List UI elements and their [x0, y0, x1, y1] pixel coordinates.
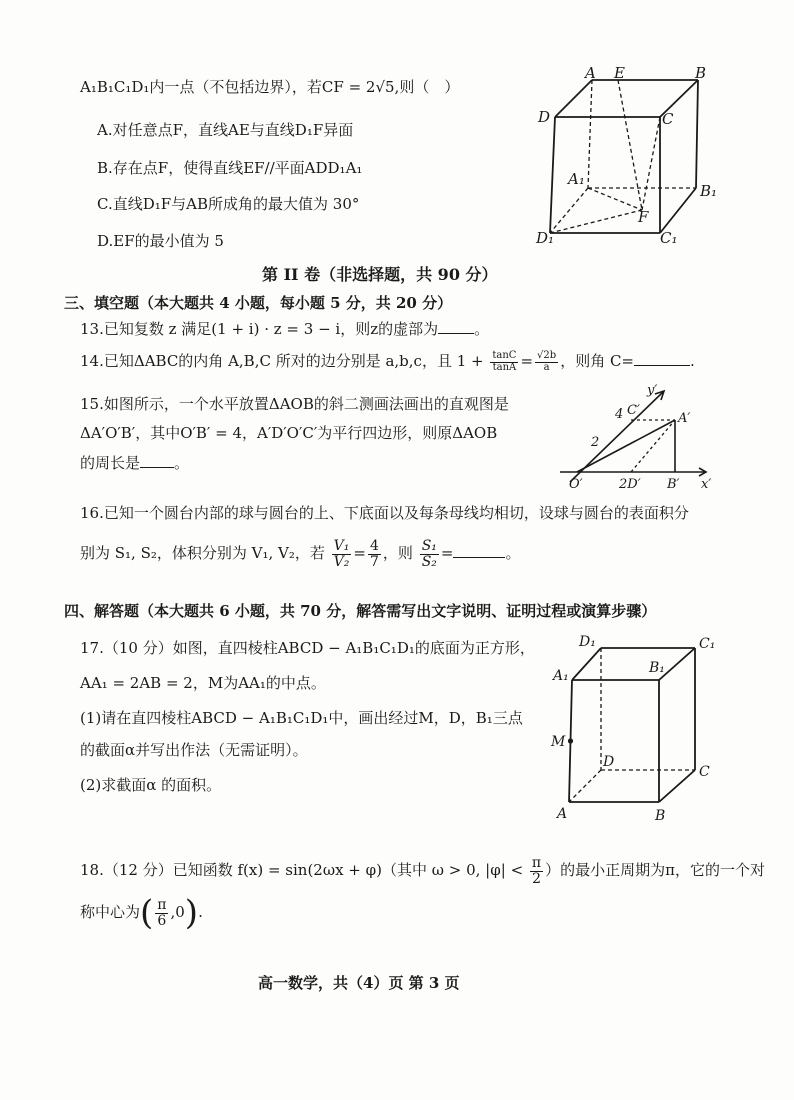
q16-frac-s [420, 539, 439, 569]
q16-frac-v-den: V₂ [333, 553, 350, 570]
segment-a1f [588, 188, 642, 210]
segment-da [631, 420, 675, 472]
q16-eq1: = [353, 544, 366, 562]
label-f: F [638, 208, 649, 226]
q15-end: 。 [174, 454, 190, 472]
q18-line2-pre: 称中心为 [80, 903, 141, 921]
label-a: A [557, 806, 568, 822]
q12-stem: A₁B₁C₁D₁内一点（不包括边界），若CF = 2√5,则（ ） [80, 78, 460, 96]
prism-edge [572, 648, 601, 680]
label-c: C [699, 764, 710, 780]
q14-frac-tan [490, 351, 518, 373]
label-d1: D₁ [579, 634, 596, 650]
q16-frac-s-num: S₁ [421, 537, 437, 554]
q12-option-b: B.存在点F，使得直线EF//平面ADD₁A₁ [97, 159, 363, 177]
page-footer: 高一数学，共（4）页 第 3 页 [258, 974, 460, 992]
label-a1: A₁ [568, 170, 585, 188]
point-m [568, 738, 573, 743]
cube-edge [660, 188, 696, 233]
segment-d1f [550, 210, 642, 233]
q18-end: . [198, 903, 203, 921]
q14 [80, 346, 695, 376]
label-a: A [585, 64, 596, 82]
q17-line4: 的截面α并写出作法（无需证明）。 [80, 741, 308, 759]
q14-frac-tan-den: tanA [492, 361, 517, 373]
cube-edge [696, 80, 698, 188]
q16-frac-v-num: V₁ [333, 537, 350, 554]
hidden-edge [550, 188, 588, 233]
q18-frac-phi-den: 2 [532, 870, 541, 887]
q14-frac-tan-num: tanC [492, 350, 517, 361]
q12-option-c: C.直线D₁F与AB所成角的最大值为 30° [97, 195, 360, 213]
q14-frac-b [535, 351, 558, 373]
label-a-prime: A′ [678, 411, 691, 426]
label-c-prime: C′ [627, 403, 640, 418]
q18-paren-open: ( [140, 893, 154, 933]
label-c1: C₁ [660, 229, 678, 247]
q13-answer-blank [438, 319, 474, 334]
q18-frac-phi [530, 856, 543, 886]
segment-ef [618, 80, 642, 210]
q16-frac-ratio [368, 539, 381, 569]
label-b: B [655, 808, 666, 824]
q18-center-rest: ,0 [170, 903, 185, 921]
q18-line1 [80, 852, 765, 888]
label-b1: B₁ [649, 660, 665, 676]
label-a1: A₁ [553, 668, 569, 684]
label-d1: D₁ [536, 229, 555, 247]
q15-line2: ΔA′O′B′，其中O′B′ = 4，A′D′O′C′为平行四边形，则原ΔAOB [80, 424, 498, 442]
q16-line2 [80, 535, 521, 571]
q18-center-den: 6 [157, 912, 167, 929]
q16-line1: 16.已知一个圆台内部的球与圆台的上、下底面以及每条母线均相切，设球与圆台的表面积分 [80, 504, 689, 522]
label-e: E [614, 64, 625, 82]
label-c: C [662, 110, 674, 128]
q17-line3: (1)请在直四棱柱ABCD − A₁B₁C₁D₁中，画出经过M，D，B₁三点 [80, 709, 523, 727]
q16-pre: 别为 S₁, S₂，体积分别为 V₁, V₂，若 [80, 544, 325, 562]
label-b1: B₁ [700, 182, 718, 200]
label-b-prime: B′ [667, 477, 680, 492]
q14-post: ，则角 C= [560, 352, 635, 370]
q14-frac-b-den: a [543, 361, 550, 373]
q18-center-num: π [157, 896, 167, 913]
hidden-edge [569, 770, 601, 802]
q13 [80, 318, 489, 339]
label-o-prime: O′ [569, 477, 583, 492]
q17-line1: 17.（10 分）如图，直四棱柱ABCD − A₁B₁C₁D₁的底面为正方形， [80, 639, 535, 657]
q14-eq: = [520, 352, 534, 370]
q16-frac-ratio-den: 7 [369, 553, 379, 570]
prism-edge [659, 770, 695, 802]
section4-title: 四、解答题（本大题共 6 小题，共 70 分，解答需写出文字说明、证明过程或演算步骤） [64, 602, 657, 620]
label-m: M [551, 734, 566, 750]
q18-frac-center [155, 898, 168, 928]
hidden-edge [588, 80, 592, 188]
label-d-prime: 2D′ [619, 477, 641, 492]
q17-line5: (2)求截面α 的面积。 [80, 776, 222, 794]
label-y: y′ [647, 383, 658, 398]
q16-frac-v [332, 539, 352, 569]
q15-oblique-figure [555, 382, 725, 494]
q15-answer-blank [140, 453, 174, 468]
segment-cf [642, 117, 660, 210]
q18-paren-close: ) [184, 893, 199, 933]
q16-frac-s-den: S₂ [421, 553, 437, 570]
q18-pre: 18.（12 分）已知函数 f(x) = sin(2ωx + φ)（其中 ω > 0, |φ| < [80, 861, 524, 879]
q16-eq2: = [440, 544, 454, 562]
q12-option-a: A.对任意点F，直线AE与直线D₁F异面 [97, 121, 354, 139]
q13-text: 13.已知复数 z 满足(1 + i) · z = 3 − i，则z的虚部为 [80, 320, 439, 338]
q18-line2 [80, 892, 203, 932]
label-four: 4 [615, 407, 624, 422]
q12-option-d: D.EF的最小值为 5 [97, 232, 224, 250]
label-two: 2 [591, 435, 600, 450]
q15-line1: 15.如图所示，一个水平放置ΔAOB的斜二测画法画出的直观图是 [80, 395, 509, 413]
section3-title: 三、填空题（本大题共 4 小题，每小题 5 分，共 20 分） [64, 294, 453, 312]
q13-end: 。 [474, 320, 490, 338]
q12-cube-figure [530, 60, 730, 250]
label-x: x′ [701, 477, 712, 492]
q16-end: 。 [505, 544, 521, 562]
q14-frac-b-num: √2b [537, 350, 557, 361]
q17-line2: AA₁ = 2AB = 2，M为AA₁的中点。 [80, 674, 326, 692]
part2-title: 第 II 卷（非选择题，共 90 分） [262, 265, 498, 284]
q17-prism-figure [545, 630, 725, 828]
label-b: B [695, 64, 707, 82]
cube-edge [555, 80, 592, 117]
q16-answer-blank [453, 543, 505, 558]
q16-frac-ratio-num: 4 [369, 537, 379, 554]
q18-post: ）的最小正周期为π，它的一个对 [545, 861, 765, 879]
cube-edge [550, 117, 555, 233]
q14-end: . [690, 352, 695, 370]
q14-pre: 14.已知ΔABC的内角 A,B,C 所对的边分别是 a,b,c，且 1 + [80, 352, 484, 370]
q15-line3 [80, 452, 189, 473]
q15-line3-text: 的周长是 [80, 454, 141, 472]
label-d: D [603, 754, 615, 770]
label-c1: C₁ [699, 636, 716, 652]
q14-answer-blank [634, 351, 690, 366]
label-d: D [538, 108, 551, 126]
q16-mid: ，则 [382, 544, 413, 562]
q18-frac-phi-num: π [531, 854, 542, 871]
